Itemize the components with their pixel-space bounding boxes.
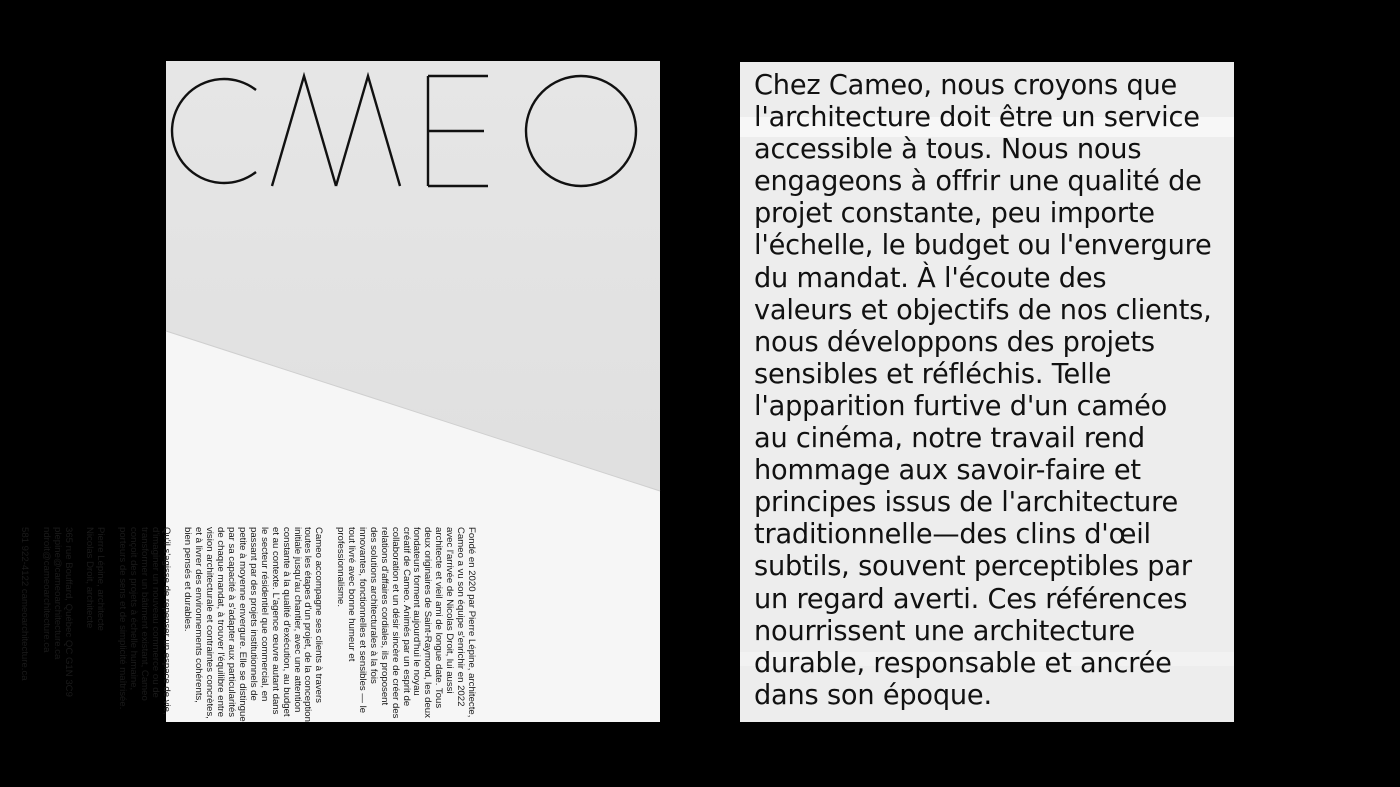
paragraph-services: Cameo accompagne ses clients à travers toutes les étapes d'un projet, de la conception initiale jusqu'au chantier, avec une attention constante à la qualité d'exécution, au budget et au contexte. L'agence œuvre autant dans le secteur résidentiel que commercial, en passant par des projets institutionnels de petite à moyenne envergure. Elle se distingue par sa capacité à s'adapter aux particularités de chaque mandat, à trouver l'équilibre entre vision architecturale et contraintes concrètes, et à livrer des environnements cohérents, bien pensés et durables. [182, 527, 325, 722]
phone-website: 581 922-4122 cameoarchitecture.ca [18, 527, 30, 681]
paragraph-intro: Fondé en 2020 par Pierre Lépine, architecte, Cameo a vu son équipe s'enrichir en 2022 avec l'arrivée de Nicolas Droit, lui aussi architecte et vieil ami de longue date. Tous deux originaires de Saint-Raymond, les deux fondateurs forment aujourd'hui le noyau créatif de Cameo. Animés par un esprit de collaboration et un désir sincère de créer des relations d'affaires cordiales, ils proposent des solutions architecturales à la fois innovantes, fonctionnelles et sensibles — le tout livré avec bonne humeur et professionnalisme. [335, 527, 477, 719]
manifesto-text: Chez Cameo, nous croyons que l'architecture doit être un service accessible à tous. Nous nous engageons à offrir une qualité de projet constante, peu importe l'échelle, le budget ou l'envergure du mandat. À l'écoute des valeurs et objectifs de nos clients, nous développons des projets sensibles et réfléchis. Telle l'apparition furtive d'un caméo au cinéma, notre travail rend hommage aux savoir-faire et principes issus de l'architecture traditionnelle—des clins d'œil subtils, souvent perceptibles par un regard averti. Ces références nourrissent une architecture durable, responsable et ancrée dans son époque. [754, 70, 1212, 711]
left-body-text [18, 527, 477, 722]
founders: Pierre Lépine, architecte Nicolas Droit, architecte [84, 527, 107, 631]
address-block: 365 rue Bouffard, Québec QC G1N 3C9 plepine@cameoarchitecture.ca ndroit@cameoarchitecture.ca [40, 527, 74, 697]
paragraph-approach: Qu'il s'agisse de repenser un espace de vie, d'imaginer un nouveau commerce ou de transformer un bâtiment existant, Cameo conçoit des projets à échelle humaine, porteurs de sens et de simplicité maîtrisée. [117, 527, 172, 715]
cameo-logo [176, 68, 648, 194]
